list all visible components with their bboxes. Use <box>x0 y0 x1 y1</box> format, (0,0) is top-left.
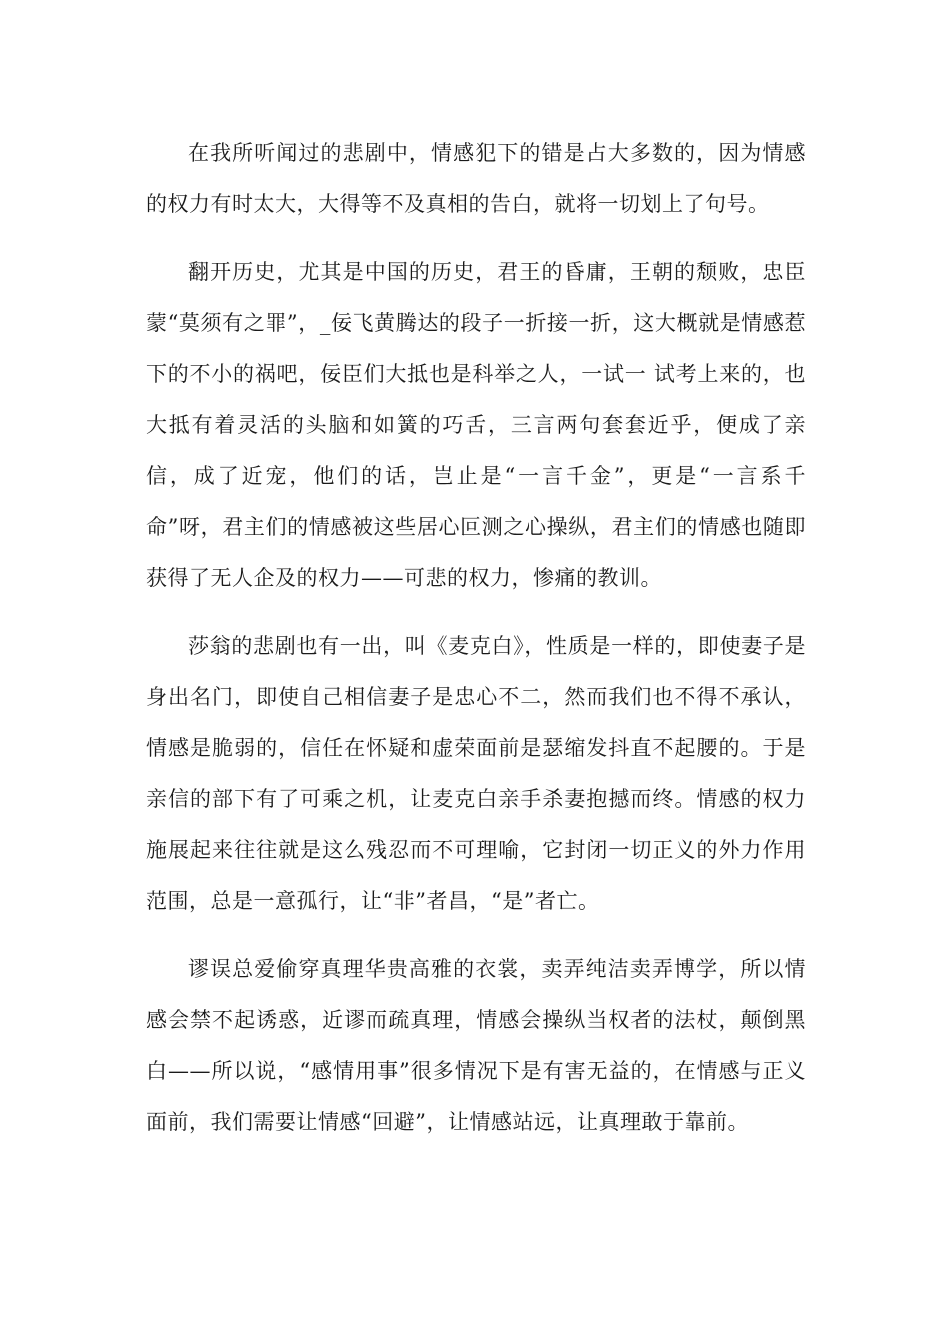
paragraph-2: 翻开历史，尤其是中国的历史，君王的昏庸，王朝的颓败，忠臣蒙“莫须有之罪”，_佞飞黄腾达的段子一折接一折，这大概就是情感惹下的不小的祸吧，佞臣们大抵也是科举之人，一试一 试考上来的，也大抵有着灵活的头脑和如簧的巧舌，三言两句套套近乎，便成了亲信，成了近宠，他们的话，岂止是“一言千金”，更是“一言系千命”呀，君主们的情感被这些居心叵测之心操纵，君主们的情感也随即获得了无人企及的权力——可悲的权力，惨痛的教训。 <box>146 260 806 590</box>
paragraph-3: 莎翁的悲剧也有一出，叫《麦克白》，性质是一样的，即使妻子是身出名门，即使自己相信妻子是忠心不二，然而我们也不得不承认，情感是脆弱的，信任在怀疑和虚荣面前是瑟缩发抖直不起腰的。于是亲信的部下有了可乘之机，让麦克白亲手杀妻抱撼而终。情感的权力施展起来往往就是这么残忍而不可理喻，它封闭一切正义的外力作用范围，总是一意孤行，让“非”者昌，“是”者亡。 <box>146 634 806 913</box>
paragraph-1: 在我所听闻过的悲剧中，情感犯下的错是占大多数的，因为情感的权力有时太大，大得等不及真相的告白，就将一切划上了句号。 <box>146 141 806 216</box>
document-body <box>146 128 806 1165</box>
paragraph-4: 谬误总爱偷穿真理华贵高雅的衣裳，卖弄纯洁卖弄博学，所以情感会禁不起诱惑，近谬而疏真理，情感会操纵当权者的法杖，颠倒黑白——所以说，“感情用事”很多情况下是有害无益的，在情感与正义面前，我们需要让情感“回避”，让情感站远，让真理敢于靠前。 <box>146 957 806 1134</box>
